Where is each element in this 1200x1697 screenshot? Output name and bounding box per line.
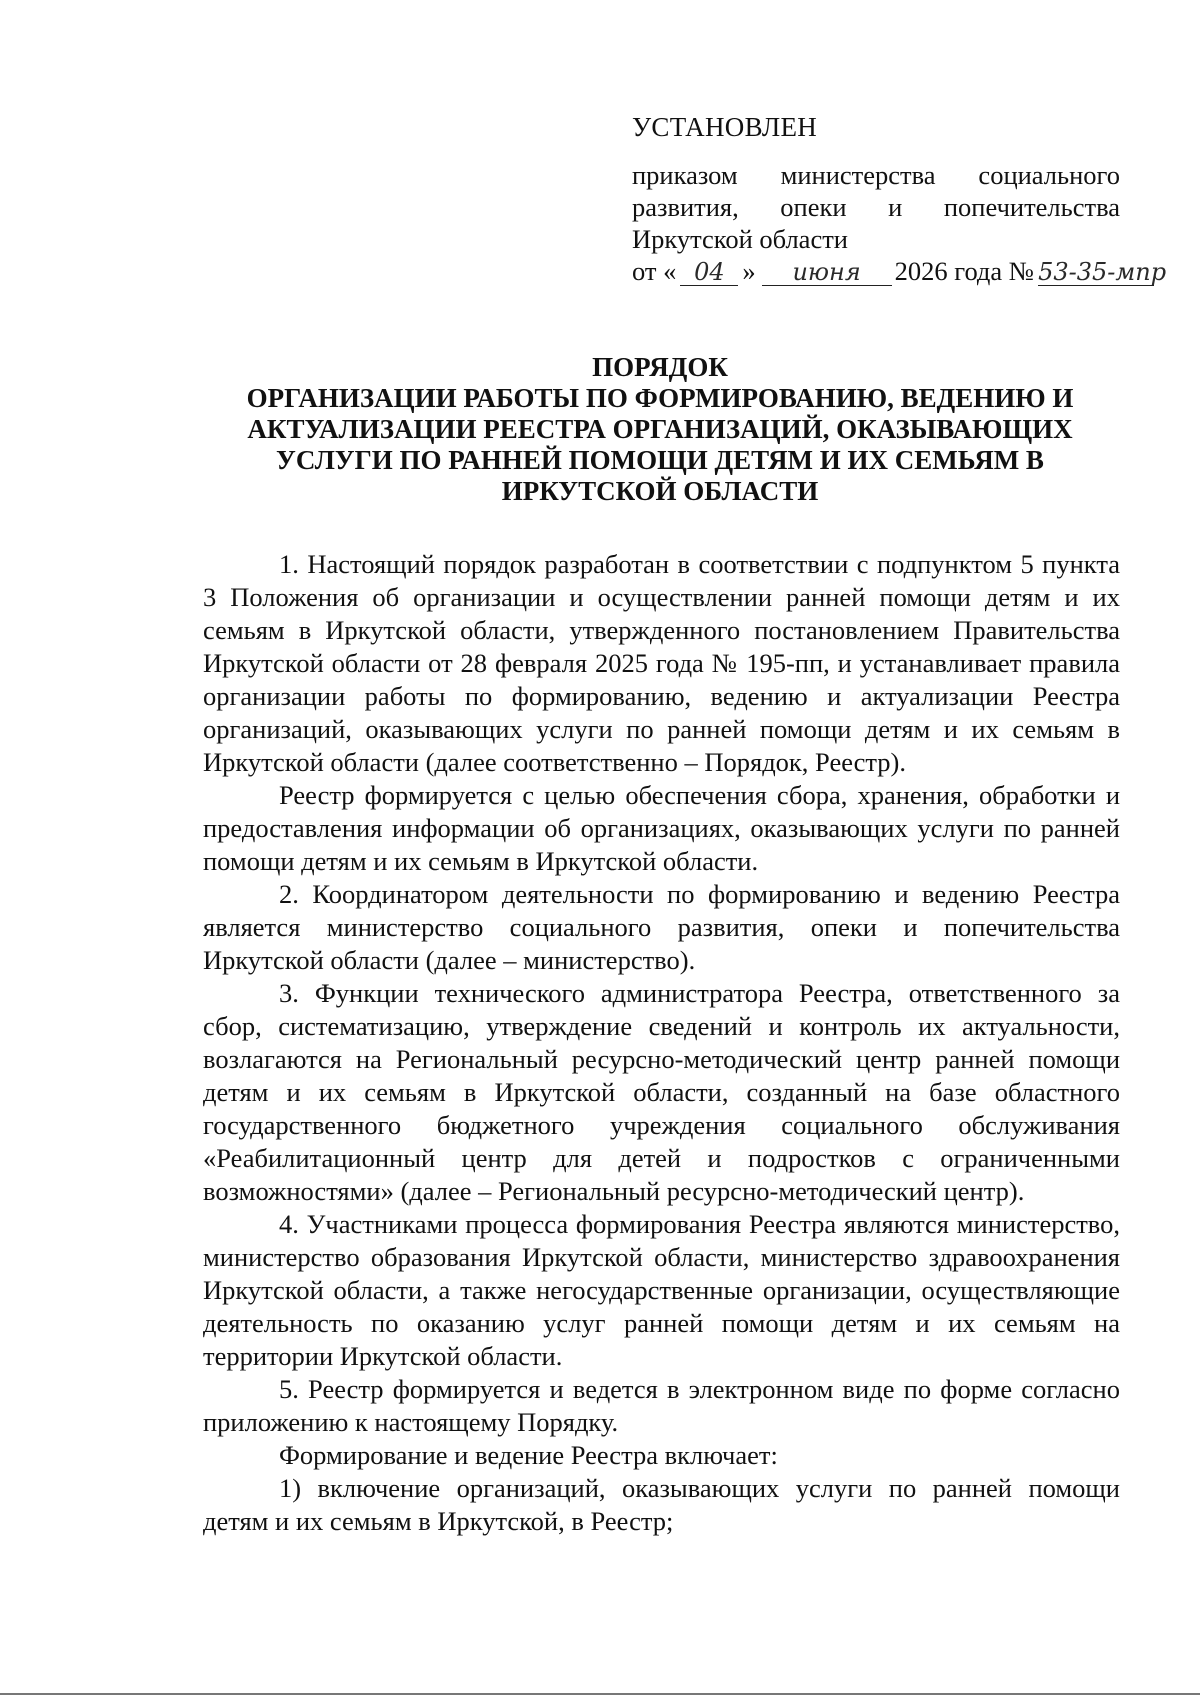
- paragraph: 5. Реестр формируется и ведется в электронном виде по форме согласно приложению к настоящему Порядку.: [203, 1374, 1120, 1437]
- approval-block: [632, 111, 1167, 287]
- date-year: 2026 года №: [894, 256, 1035, 286]
- date-prefix: от «: [632, 256, 677, 286]
- paragraph: 4. Участниками процесса формирования Реестра являются министерство, министерство образования Иркутской области, министерство здравоохранения Иркутской области, а также негосударственные организации, осуществляющие деятельность по оказанию услуг ранней помощи детям и их семьям на территории Иркутской области.: [203, 1209, 1120, 1371]
- approval-line: приказом министерства социального: [632, 160, 1120, 190]
- approval-line: развития, опеки и попечительства: [632, 192, 1120, 222]
- approval-date-line: [632, 255, 1167, 287]
- page-edge-line: [0, 1693, 1200, 1695]
- handwritten-month: июня: [762, 259, 892, 286]
- paragraph: 1) включение организаций, оказывающих услуги по ранней помощи детям и их семьям в Иркутской, в Реестр;: [203, 1473, 1120, 1536]
- paragraph: 2. Координатором деятельности по формированию и ведению Реестра является министерство социального развития, опеки и попечительства Иркутской области (далее – министерство).: [203, 879, 1120, 975]
- paragraph: 1. Настоящий порядок разработан в соответствии с подпунктом 5 пункта 3 Положения об организации и осуществлении ранней помощи детям и их семьям в Иркутской области, утвержденного постановлением Правительства Иркутской области от 28 февраля 2025 года № 195-пп, и устанавливает правила организации работы по формированию, ведению и актуализации Реестра организаций, оказывающих услуги по ранней помощи детям и их семьям в Иркутской области (далее соответственно – Порядок, Реестр).: [203, 549, 1120, 777]
- title-line: ИРКУТСКОЙ ОБЛАСТИ: [501, 476, 819, 506]
- title-line: АКТУАЛИЗАЦИИ РЕЕСТРА ОРГАНИЗАЦИЙ, ОКАЗЫВАЮЩИХ: [247, 414, 1073, 444]
- handwritten-order-number: 53-35-мпр: [1038, 258, 1167, 286]
- approval-title: УСТАНОВЛЕН: [632, 112, 818, 142]
- approval-line: Иркутской области: [632, 224, 848, 254]
- paragraph: Формирование и ведение Реестра включает:: [279, 1440, 778, 1470]
- title-line: ПОРЯДОК: [592, 352, 728, 382]
- date-mid: »: [742, 256, 756, 286]
- document-body: [203, 548, 1120, 1538]
- paragraph: Реестр формируется с целью обеспечения сбора, хранения, обработки и предоставления информации об организациях, оказывающих услуги по ранней помощи детям и их семьям в Иркутской области.: [203, 780, 1120, 876]
- title-line: ОРГАНИЗАЦИИ РАБОТЫ ПО ФОРМИРОВАНИЮ, ВЕДЕНИЮ И: [246, 383, 1074, 413]
- document-title: [200, 352, 1120, 507]
- title-line: УСЛУГИ ПО РАННЕЙ ПОМОЩИ ДЕТЯМ И ИХ СЕМЬЯМ В: [276, 445, 1044, 475]
- paragraph: 3. Функции технического администратора Реестра, ответственного за сбор, систематизацию, утверждение сведений и контроль их актуальности, возлагаются на Региональный ресурсно-методический центр ранней помощи детям и их семьям в Иркутской области, созданный на базе областного государственного бюджетного учреждения социального обслуживания «Реабилитационный центр для детей и подростков с ограниченными возможностями» (далее – Региональный ресурсно-методический центр).: [203, 978, 1120, 1206]
- handwritten-day: 04: [680, 259, 738, 286]
